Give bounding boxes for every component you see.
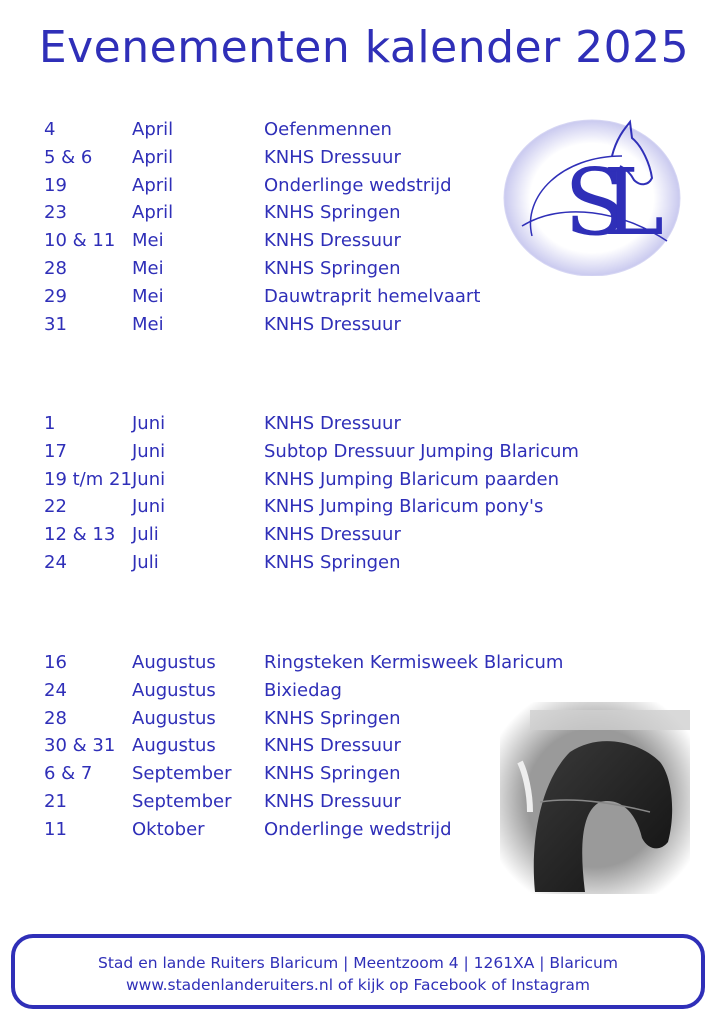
event-name: KNHS Springen xyxy=(264,257,401,279)
event-month: Augustus xyxy=(132,679,216,701)
event-name: KNHS Springen xyxy=(264,551,401,573)
event-name: KNHS Springen xyxy=(264,707,401,729)
event-day: 16 xyxy=(44,652,67,673)
event-name: Dauwtraprit hemelvaart xyxy=(264,285,481,307)
event-name: KNHS Dressuur xyxy=(264,313,401,335)
event-month: Juli xyxy=(132,524,159,546)
event-name: KNHS Dressuur xyxy=(264,413,401,434)
event-day: 31 xyxy=(44,313,67,335)
event-month: Augustus xyxy=(132,735,216,757)
event-month: Juni xyxy=(132,496,166,518)
event-name: KNHS Jumping Blaricum pony's xyxy=(264,496,544,518)
footer-contact-box xyxy=(11,934,705,1009)
event-name: KNHS Dressuur xyxy=(264,230,401,252)
event-day: 17 xyxy=(44,440,67,462)
event-month: Mei xyxy=(132,313,164,335)
event-month: Mei xyxy=(132,230,164,252)
event-name: KNHS Dressuur xyxy=(264,735,401,757)
event-month: Juni xyxy=(132,468,166,490)
event-day: 4 xyxy=(44,119,56,140)
event-name: KNHS Dressuur xyxy=(264,524,401,546)
event-month: April xyxy=(132,146,174,168)
footer-address: Stad en lande Ruiters Blaricum | Meentzoom 4 | 1261XA | Blaricum xyxy=(98,954,618,972)
event-month: Juli xyxy=(132,551,159,573)
event-month: Augustus xyxy=(132,707,216,729)
event-name: Onderlinge wedstrijd xyxy=(264,818,452,840)
event-month: Augustus xyxy=(132,652,216,673)
event-name: KNHS Springen xyxy=(264,763,401,785)
event-day: 24 xyxy=(44,551,67,573)
horse-photo xyxy=(500,702,690,894)
event-name: Onderlinge wedstrijd xyxy=(264,174,452,196)
event-day: 19 xyxy=(44,174,67,196)
event-day: 19 t/m 21 xyxy=(44,468,132,490)
event-day: 30 & 31 xyxy=(44,735,116,757)
event-day: 6 & 7 xyxy=(44,763,93,785)
event-name: KNHS Dressuur xyxy=(264,790,401,812)
event-day: 1 xyxy=(44,413,56,434)
event-day: 12 & 13 xyxy=(44,524,116,546)
event-month: Oktober xyxy=(132,818,205,840)
event-day: 10 & 11 xyxy=(44,230,116,252)
event-day: 29 xyxy=(44,285,67,307)
event-month: Juni xyxy=(132,440,166,462)
horse-head-logo xyxy=(502,116,682,276)
event-month: Mei xyxy=(132,257,164,279)
footer-website[interactable]: www.stadenlanderuiters.nl of kijk op Facebook of Instagram xyxy=(125,976,591,994)
event-month: September xyxy=(132,763,232,785)
event-month: April xyxy=(132,202,174,224)
event-day: 28 xyxy=(44,257,67,279)
event-day: 28 xyxy=(44,707,67,729)
event-month: April xyxy=(132,119,174,140)
event-month: September xyxy=(132,790,232,812)
event-day: 11 xyxy=(44,818,67,840)
event-name: KNHS Springen xyxy=(264,202,401,224)
event-name: Bixiedag xyxy=(264,679,342,701)
event-day: 5 & 6 xyxy=(44,146,93,168)
event-day: 21 xyxy=(44,790,67,812)
event-day: 23 xyxy=(44,202,67,224)
event-month: April xyxy=(132,174,174,196)
event-day: 22 xyxy=(44,496,67,518)
event-month: Mei xyxy=(132,285,164,307)
page-title: Evenementen kalender 2025 xyxy=(38,22,690,73)
event-month: Juni xyxy=(132,413,166,434)
logo-letter-s: SL xyxy=(564,149,641,256)
event-name: KNHS Jumping Blaricum paarden xyxy=(264,468,560,490)
event-day: 24 xyxy=(44,679,67,701)
event-name: KNHS Dressuur xyxy=(264,146,401,168)
event-name: Oefenmennen xyxy=(264,119,392,140)
event-name: Ringsteken Kermisweek Blaricum xyxy=(264,652,564,673)
event-name: Subtop Dressuur Jumping Blaricum xyxy=(264,440,579,462)
